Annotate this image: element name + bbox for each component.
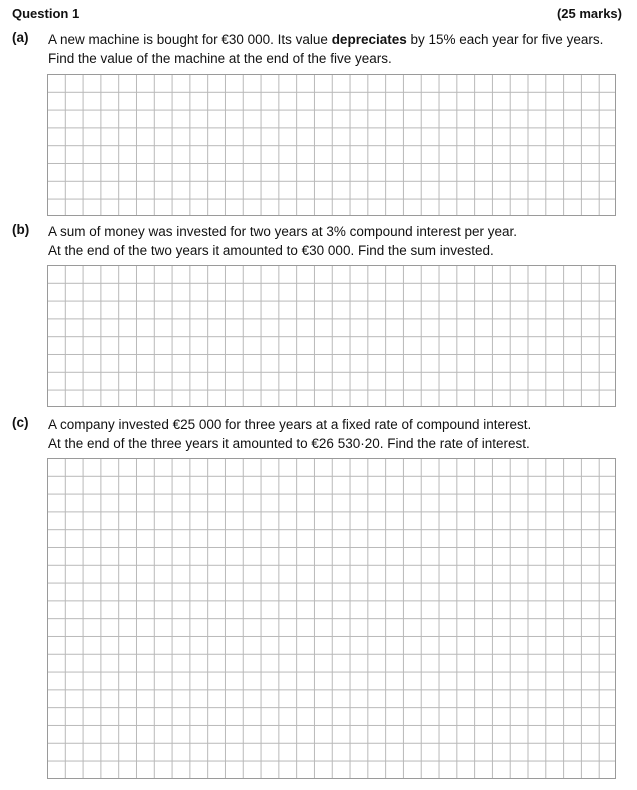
part-a-label: (a) [12,30,29,45]
part-b-line-1: A sum of money was invested for two years at 3% compound interest per year. [48,224,517,239]
part-c-line-1: A company invested €25 000 for three years at a fixed rate of compound interest. [48,417,532,432]
part-a-line-2: Find the value of the machine at the end of the five years. [48,51,392,66]
part-c-text [48,415,531,453]
part-a-line-1-start: A new machine is bought for €30 000. Its value [48,32,332,47]
part-b-line-2: At the end of the two years it amounted to €30 000. Find the sum invested. [48,243,494,258]
question-title: Question 1 [12,6,80,21]
part-a-line-1-end: by 15% each year for five years. [406,32,604,47]
part-b-label: (b) [12,222,30,237]
part-b-text [48,222,517,260]
part-b-answer-grid[interactable] [47,265,616,407]
part-a-line-1 [48,30,603,49]
part-c-answer-grid[interactable] [47,458,616,779]
part-a-answer-grid[interactable] [47,74,616,216]
part-c-line-2: At the end of the three years it amounted to €26 530·20. Find the rate of interest. [48,436,530,451]
question-marks: (25 marks) [556,6,622,21]
part-a-text [48,30,603,68]
part-a-keyword-depreciates: depreciates [331,32,407,47]
part-c-label: (c) [12,415,29,430]
